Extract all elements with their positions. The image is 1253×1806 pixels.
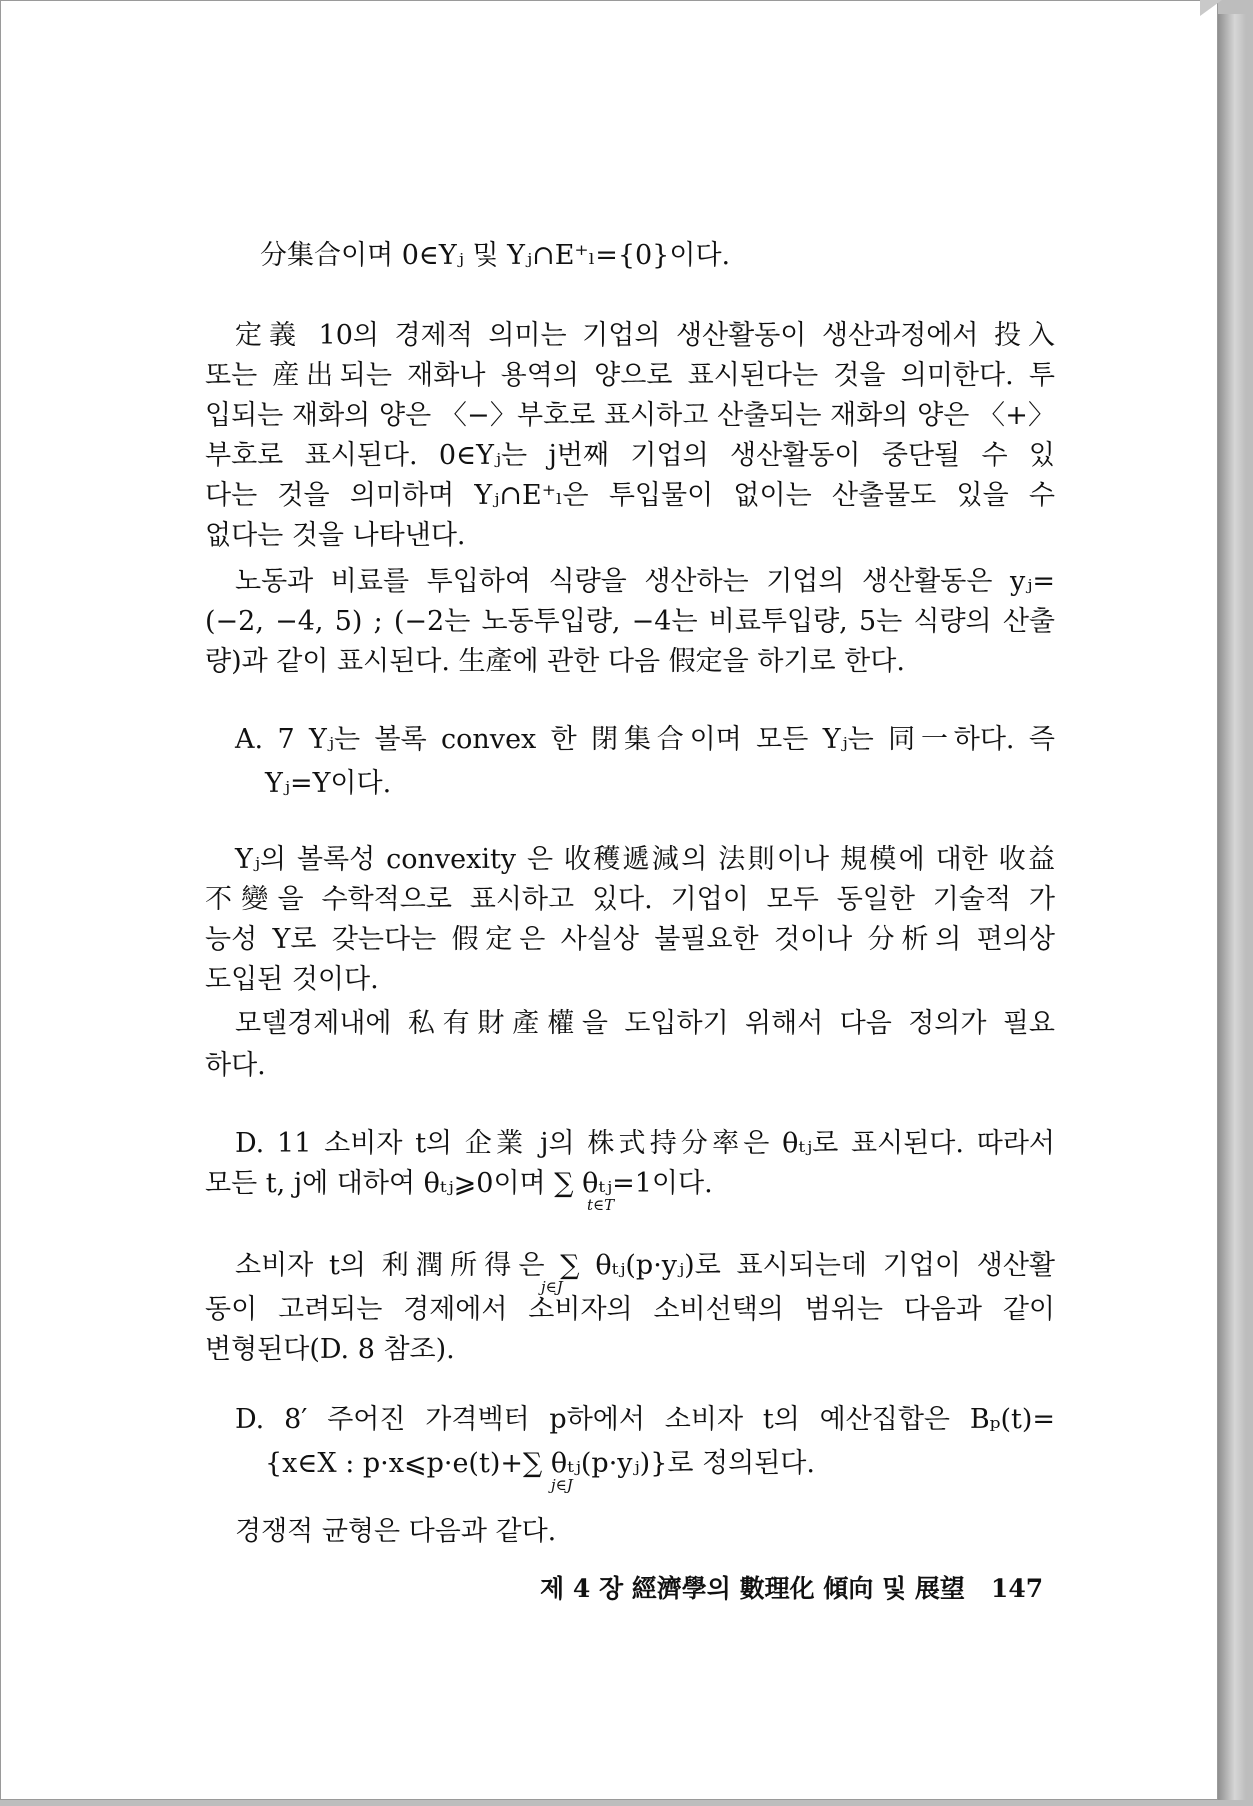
- text-line: 하다.: [205, 1050, 266, 1081]
- running-footer: [540, 1569, 1043, 1605]
- text-line: 입되는 재화의 양은 〈−〉부호로 표시하고 산출되는 재화의 양은 〈+〉: [205, 400, 1055, 431]
- sum-subscript: j∈J: [551, 1476, 573, 1494]
- text-line: 모든 t, j에 대하여 θₜⱼ⩾0이며 ∑ θₜⱼ=1이다.: [205, 1168, 713, 1199]
- text-line: 량)과 같이 표시된다. 生產에 관한 다음 假定을 하기로 한다.: [205, 646, 905, 677]
- text-line: D. 8′ 주어진 가격벡터 p하에서 소비자 t의 예산집합은 Bₚ(t)=: [235, 1404, 1055, 1435]
- page-corner: [1200, 0, 1222, 16]
- text-line: 노동과 비료를 투입하여 식량을 생산하는 기업의 생산활동은 yⱼ=: [235, 566, 1055, 597]
- page-number: 147: [990, 1574, 1044, 1603]
- text-line: 변형된다(D. 8 참조).: [205, 1334, 455, 1365]
- text-line: Yⱼ의 볼록성 convexity 은 收穫遞減의 法則이나 規模에 대한 收益: [235, 844, 1055, 875]
- text-line: 分集合이며 0∈Yⱼ 및 Yⱼ∩E⁺ₗ={0}이다.: [260, 240, 731, 271]
- page-edge-shadow: [1218, 14, 1246, 1800]
- text-line: 능성 Y로 갖는다는 假定은 사실상 불필요한 것이나 分析의 편의상: [205, 924, 1055, 955]
- text-line: (−2, −4, 5) ; (−2는 노동투입량, −4는 비료투입량, 5는 식량의 산출: [205, 606, 1055, 637]
- text-line: 定義 10의 경제적 의미는 기업의 생산활동이 생산과정에서 投入: [235, 320, 1055, 351]
- text-line: 도입된 것이다.: [205, 964, 379, 995]
- sum-subscript: t∈T: [587, 1196, 615, 1214]
- text-line: 경쟁적 균형은 다음과 같다.: [235, 1516, 557, 1547]
- text-line: 소비자 t의 利潤所得은 ∑ θₜⱼ(p·yⱼ)로 표시되는데 기업이 생산활: [235, 1250, 1055, 1281]
- sum-subscript: j∈J: [541, 1278, 563, 1296]
- text-line: 다는 것을 의미하며 Yⱼ∩E⁺ₗ은 투입물이 없이는 산출물도 있을 수: [205, 480, 1055, 511]
- text-line: 부호로 표시된다. 0∈Yⱼ는 j번째 기업의 생산활동이 중단될 수 있: [205, 440, 1055, 471]
- text-line: D. 11 소비자 t의 企業 j의 株式持分率은 θₜⱼ로 표시된다. 따라서: [235, 1128, 1055, 1159]
- text-line: A. 7 Yⱼ는 볼록 convex 한 閉集合이며 모든 Yⱼ는 同一하다. 즉: [235, 724, 1055, 755]
- text-line: {x∈X : p·x⩽p·e(t)+∑ θₜⱼ(p·yⱼ)}로 정의된다.: [265, 1448, 815, 1479]
- chapter-title: 제 4 장 經濟學의 數理化 傾向 및 展望: [540, 1574, 965, 1603]
- text-line: 또는 産出되는 재화나 용역의 양으로 표시된다는 것을 의미한다. 투: [205, 360, 1055, 391]
- text-line: 동이 고려되는 경제에서 소비자의 소비선택의 범위는 다음과 같이: [205, 1294, 1055, 1325]
- text-line: 없다는 것을 나타낸다.: [205, 520, 466, 551]
- text-line: Yⱼ=Y이다.: [265, 768, 392, 799]
- text-line: 不變을 수학적으로 표시하고 있다. 기업이 모두 동일한 기술적 가: [205, 884, 1055, 915]
- text-line: 모델경제내에 私有財產權을 도입하기 위해서 다음 정의가 필요: [235, 1008, 1055, 1039]
